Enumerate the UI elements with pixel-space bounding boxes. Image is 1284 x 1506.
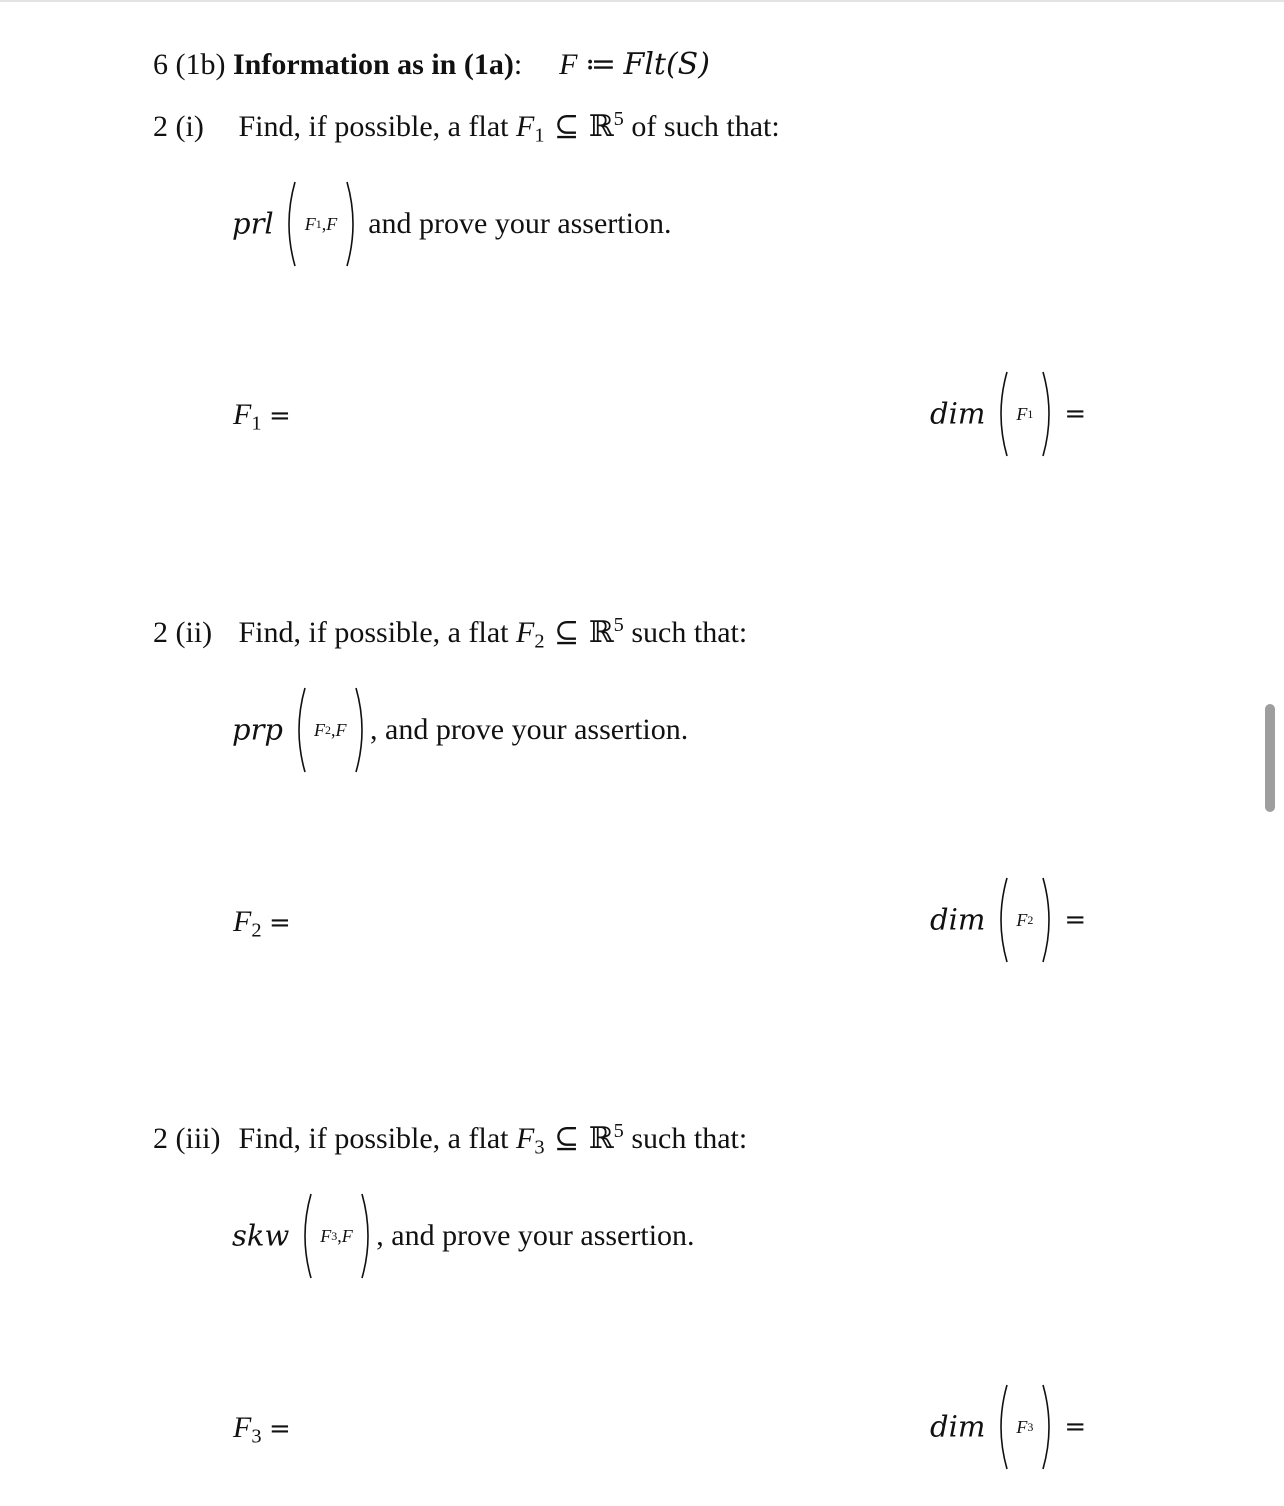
relation-skw: skw xyxy=(232,1218,290,1253)
dim-arg: F xyxy=(1016,404,1028,424)
part-2-label: 2 (ii) xyxy=(153,616,213,649)
part-2-tail: such that: xyxy=(623,616,748,649)
part-2-space-sup: 5 xyxy=(613,613,624,636)
part-3-intro: Find, if possible, a flat xyxy=(238,1122,516,1155)
answer-F: F xyxy=(233,1411,252,1444)
rel-arg-F: F xyxy=(341,1226,353,1246)
relation-prp: prp xyxy=(232,712,283,747)
relation-prl: prl xyxy=(232,206,274,241)
part-2-relation: prp F 2 , F , and prove your assertion. xyxy=(232,686,688,774)
left-paren xyxy=(281,180,297,268)
right-paren xyxy=(1041,876,1057,964)
dim-eq: = xyxy=(1064,1412,1087,1442)
right-paren xyxy=(1041,370,1057,458)
part-2-flat: F xyxy=(515,616,535,649)
part-1-answer xyxy=(233,398,291,435)
part-2-flat-sub: 2 xyxy=(534,630,545,653)
answer-eq: = xyxy=(269,401,291,431)
question-part: (1b) xyxy=(175,48,226,81)
answer-eq: = xyxy=(269,1414,291,1444)
header-assign: ≔ xyxy=(585,47,616,82)
answer-sub: 3 xyxy=(251,1425,262,1448)
part-3-answer xyxy=(233,1411,291,1448)
part-2-dim: dim F 2 = xyxy=(930,876,1086,964)
part-1-space: ℝ xyxy=(588,109,614,144)
dim-eq: = xyxy=(1064,399,1087,429)
answer-sub: 1 xyxy=(251,412,262,435)
header-title: Information as in (1a) xyxy=(232,48,514,81)
header-S: (S) xyxy=(665,47,710,82)
part-1-intro: Find, if possible, a flat xyxy=(238,110,516,143)
header-flt: Flt xyxy=(623,47,666,82)
part-3-flat: F xyxy=(515,1122,535,1155)
answer-F: F xyxy=(233,905,252,938)
rel-arg-F: F xyxy=(335,720,347,740)
part-3-prompt xyxy=(153,1119,748,1159)
part-1-prompt xyxy=(153,107,780,147)
rel-arg-F: F xyxy=(326,214,338,234)
part-3-tail: such that: xyxy=(623,1122,748,1155)
part-1-dim: dim F 1 = xyxy=(930,370,1086,458)
left-paren xyxy=(297,1192,313,1280)
left-paren xyxy=(993,876,1009,964)
header-F: F xyxy=(559,48,578,81)
dim-eq: = xyxy=(1064,905,1087,935)
part-1-subset: ⊆ xyxy=(544,109,589,144)
part-2-intro: Find, if possible, a flat xyxy=(238,616,516,649)
part-3-space-sup: 5 xyxy=(613,1119,624,1142)
question-number: 6 xyxy=(153,48,168,81)
part-2-prompt xyxy=(153,613,748,653)
part-1-tail: of such that: xyxy=(623,110,780,143)
part-3-relation: skw F 3 , F , and prove your assertion. xyxy=(232,1192,695,1280)
part-1-flat-sub: 1 xyxy=(534,124,545,147)
dim-arg: F xyxy=(1016,1417,1028,1437)
rel-arg-flat: F xyxy=(314,720,325,740)
answer-eq: = xyxy=(269,908,291,938)
part-2-subset: ⊆ xyxy=(544,615,589,650)
answer-sub: 2 xyxy=(251,919,262,942)
header-colon: : xyxy=(513,48,523,81)
assertion-text: , and prove your assertion. xyxy=(370,713,689,746)
dim-label: dim xyxy=(930,1409,986,1444)
question-header xyxy=(153,47,710,82)
rel-arg-flat: F xyxy=(304,214,316,234)
part-3-space: ℝ xyxy=(588,1121,614,1156)
dim-arg: F xyxy=(1016,910,1028,930)
dim-label: dim xyxy=(930,396,986,431)
assertion-text: and prove your assertion. xyxy=(368,207,672,240)
part-2-space: ℝ xyxy=(588,615,614,650)
part-1-flat: F xyxy=(515,110,535,143)
part-3-dim: dim F 3 = xyxy=(930,1383,1086,1471)
left-paren xyxy=(291,686,307,774)
dim-label: dim xyxy=(930,902,986,937)
part-1-relation: prl F 1 , F and prove your assertion. xyxy=(232,180,671,268)
part-3-label: 2 (iii) xyxy=(153,1122,221,1155)
right-paren xyxy=(1041,1383,1057,1471)
part-3-flat-sub: 3 xyxy=(534,1136,545,1159)
answer-F: F xyxy=(233,398,252,431)
rel-arg-flat: F xyxy=(320,1226,332,1246)
right-paren xyxy=(360,1192,376,1280)
assertion-text: , and prove your assertion. xyxy=(376,1219,695,1252)
left-paren xyxy=(993,1383,1009,1471)
right-paren xyxy=(354,686,370,774)
right-paren xyxy=(345,180,361,268)
part-2-answer xyxy=(233,905,291,942)
part-1-label: 2 (i) xyxy=(153,110,204,143)
part-1-space-sup: 5 xyxy=(613,107,624,130)
left-paren xyxy=(993,370,1009,458)
vertical-scrollbar[interactable] xyxy=(1265,704,1275,812)
top-divider xyxy=(0,0,1284,2)
part-3-subset: ⊆ xyxy=(544,1121,589,1156)
